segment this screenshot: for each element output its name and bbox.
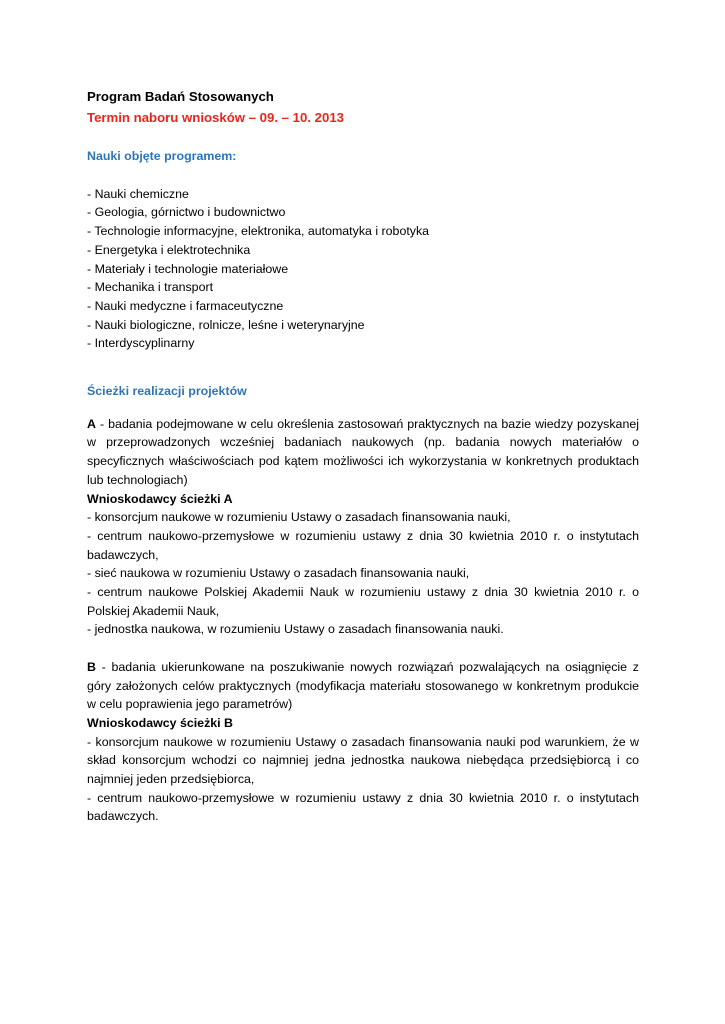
- list-item: - Energetyka i elektrotechnika: [87, 242, 251, 257]
- list-item: - Geologia, górnictwo i budownictwo: [87, 205, 286, 220]
- spacer: [87, 639, 639, 658]
- document-title: Program Badań Stosowanych: [87, 89, 274, 104]
- list-item: - Nauki medyczne i farmaceutyczne: [87, 298, 284, 313]
- list-item: - Materiały i technologie materiałowe: [87, 261, 289, 276]
- path-b-applicant: - centrum naukowo-przemysłowe w rozumieniu ustawy z dnia 30 kwietnia 2010 r. o instytutach badawczych.: [87, 790, 639, 824]
- path-a-applicants-heading: Wnioskodawcy ścieżki A: [87, 491, 233, 506]
- path-a-text: - badania podejmowane w celu określenia zastosowań praktycznych na bazie wiedzy pozyskanej w przeprowadzonych wcześniej badaniach naukowych (np. badania nowych materiałów o specyficznych właściwościach pod kątem możliwości ich wykorzystania w konkretnych produktach lub technologiach): [87, 416, 639, 487]
- path-a-applicant: - jednostka naukowa, w rozumieniu Ustawy o zasadach finansowania nauki.: [87, 622, 504, 637]
- list-item: - Interdyscyplinarny: [87, 336, 195, 351]
- paths-heading: Ścieżki realizacji projektów: [87, 384, 247, 399]
- list-item: - Nauki chemiczne: [87, 186, 189, 201]
- path-a-applicant: - centrum naukowo-przemysłowe w rozumieniu ustawy z dnia 30 kwietnia 2010 r. o instytutach badawczych,: [87, 528, 639, 562]
- path-a-description: [87, 415, 639, 490]
- path-a-applicant: - konsorcjum naukowe w rozumieniu Ustawy o zasadach finansowania nauki,: [87, 510, 511, 525]
- sciences-list: [87, 185, 639, 353]
- document-page: [87, 86, 639, 826]
- application-deadline: Termin naboru wniosków – 09. – 10. 2013: [87, 110, 345, 125]
- path-b-applicant: - konsorcjum naukowe w rozumieniu Ustawy o zasadach finansowania nauki pod warunkiem, że w skład konsorcjum wchodzi co najmniej jedna jednostka naukowa niebędąca przedsiębiorcą i co najmniej jeden przedsiębiorca,: [87, 734, 639, 787]
- list-item: - Technologie informacyjne, elektronika, automatyka i robotyka: [87, 224, 430, 239]
- path-b-description: [87, 658, 639, 714]
- path-b-text: - badania ukierunkowane na poszukiwanie nowych rozwiązań pozwalających na osiągnięcie z góry założonych celów praktycznych (modyfikacja materiału stosowanego w konkretnym produkcie w celu poprawienia jego parametrów): [87, 659, 639, 712]
- path-a-letter: A: [87, 416, 96, 431]
- path-b-applicants-heading: Wnioskodawcy ścieżki B: [87, 715, 233, 730]
- path-a-applicant: - sieć naukowa w rozumieniu Ustawy o zasadach finansowania nauki,: [87, 566, 470, 581]
- list-item: - Mechanika i transport: [87, 280, 214, 295]
- list-item: - Nauki biologiczne, rolnicze, leśne i weterynaryjne: [87, 317, 365, 332]
- path-b-letter: B: [87, 659, 96, 674]
- path-a-applicant: - centrum naukowe Polskiej Akademii Nauk w rozumieniu ustawy z dnia 30 kwietnia 2010 r. o Polskiej Akademii Nauk,: [87, 585, 639, 618]
- sciences-heading: Nauki objęte programem:: [87, 149, 237, 163]
